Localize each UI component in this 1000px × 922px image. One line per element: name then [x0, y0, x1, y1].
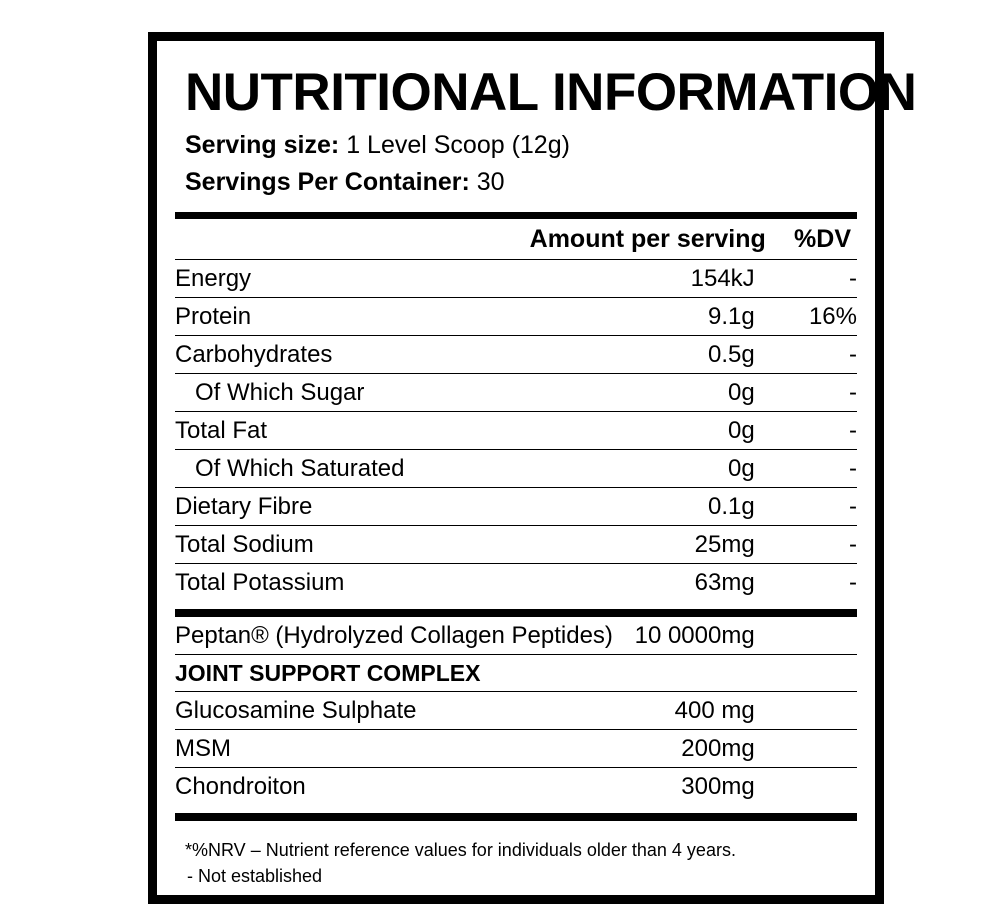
spacer-above-ingredients — [175, 601, 857, 609]
nutrient-dv: - — [755, 374, 857, 412]
nutrient-name: Protein — [175, 298, 530, 336]
serving-size-label: Serving size: — [185, 130, 340, 159]
servings-per-container-line — [185, 164, 857, 202]
nutrient-name: Total Fat — [175, 412, 530, 450]
ingredient-dv — [755, 617, 857, 655]
nutrient-dv: - — [849, 569, 857, 597]
nutrient-name: Total Sodium — [175, 526, 530, 564]
nutrient-dv: - — [755, 450, 857, 488]
header-percent-dv: %DV — [794, 224, 851, 253]
table-row — [175, 412, 857, 450]
footnotes — [185, 837, 857, 889]
header-amount-per-serving: Amount per serving — [529, 224, 766, 253]
table-row — [175, 374, 857, 412]
ingredient-dv — [755, 730, 857, 768]
nutrition-facts-inner — [175, 51, 917, 887]
nutrient-dv: - — [755, 336, 857, 374]
servings-per-container-label: Servings Per Container: — [185, 168, 470, 197]
nutrients-table — [175, 260, 857, 601]
ingredient-name: Chondroiton — [175, 773, 306, 801]
nutrient-amount: 25mg — [530, 526, 755, 564]
table-row — [175, 336, 857, 374]
nutrition-facts-panel — [148, 32, 917, 904]
ingredient-name: MSM — [175, 730, 530, 768]
nutrient-amount: 9.1g — [530, 298, 755, 336]
nutrient-dv: 16% — [755, 298, 857, 336]
table-header-row — [175, 219, 857, 259]
header-nutrient — [175, 219, 530, 259]
table-row — [175, 526, 857, 564]
table-row — [175, 488, 857, 526]
nutrient-name: Of Which Sugar — [175, 374, 530, 412]
ingredient-amount: 300mg — [681, 773, 755, 801]
nutrient-name: Dietary Fibre — [175, 488, 530, 526]
nutrient-amount: 63mg — [694, 569, 755, 597]
footnote-nrv: *%NRV – Nutrient reference values for individuals older than 4 years. — [185, 840, 736, 861]
ingredient-amount: 200mg — [530, 730, 755, 768]
nutrient-dv: - — [755, 412, 857, 450]
ingredient-amount: 400 mg — [530, 692, 755, 730]
table-row — [175, 450, 857, 488]
table-row — [175, 768, 857, 806]
table-row — [175, 617, 857, 655]
ingredients-table — [175, 617, 857, 805]
spacer-above-bottom-rule — [175, 805, 857, 813]
ingredient-name: Peptan® (Hydrolyzed Collagen Peptides) — [175, 617, 530, 655]
ingredient-dv — [755, 768, 857, 806]
nutrient-name: Of Which Saturated — [175, 450, 530, 488]
nutrition-header-table — [175, 219, 857, 259]
nutrient-name: Carbohydrates — [175, 336, 530, 374]
nutrient-amount: 0g — [530, 412, 755, 450]
nutrient-amount: 0.1g — [530, 488, 755, 526]
table-row — [175, 564, 857, 602]
table-row — [175, 260, 857, 298]
divider-bottom — [175, 813, 857, 821]
table-row — [175, 655, 857, 692]
nutrient-dv: - — [755, 488, 857, 526]
servings-per-container-value: 30 — [476, 168, 505, 197]
page-title: NUTRITIONAL INFORMATION — [185, 63, 917, 122]
nutrient-amount: 0g — [530, 374, 755, 412]
nutrient-name: Energy — [175, 260, 530, 298]
serving-size-value: 1 Level Scoop (12g) — [346, 130, 570, 159]
ingredient-dv — [755, 692, 857, 730]
table-row — [175, 298, 857, 336]
nutrient-amount: 0.5g — [530, 336, 755, 374]
nutrient-amount: 0g — [530, 450, 755, 488]
table-row — [175, 692, 857, 730]
ingredient-group-heading: JOINT SUPPORT COMPLEX — [175, 655, 530, 692]
table-row — [175, 730, 857, 768]
nutrient-dv: - — [755, 260, 857, 298]
nutrient-name: Total Potassium — [175, 569, 345, 597]
ingredient-dv — [755, 655, 857, 692]
nutrient-dv: - — [755, 526, 857, 564]
serving-size-line — [185, 127, 857, 165]
nutrient-amount: 154kJ — [530, 260, 755, 298]
divider-top — [175, 212, 857, 219]
ingredient-amount: 10 0000mg — [530, 617, 755, 655]
footnote-not-established: - Not established — [187, 866, 323, 887]
ingredient-name: Glucosamine Sulphate — [175, 692, 530, 730]
ingredient-amount — [530, 655, 755, 692]
divider-mid — [175, 609, 857, 617]
